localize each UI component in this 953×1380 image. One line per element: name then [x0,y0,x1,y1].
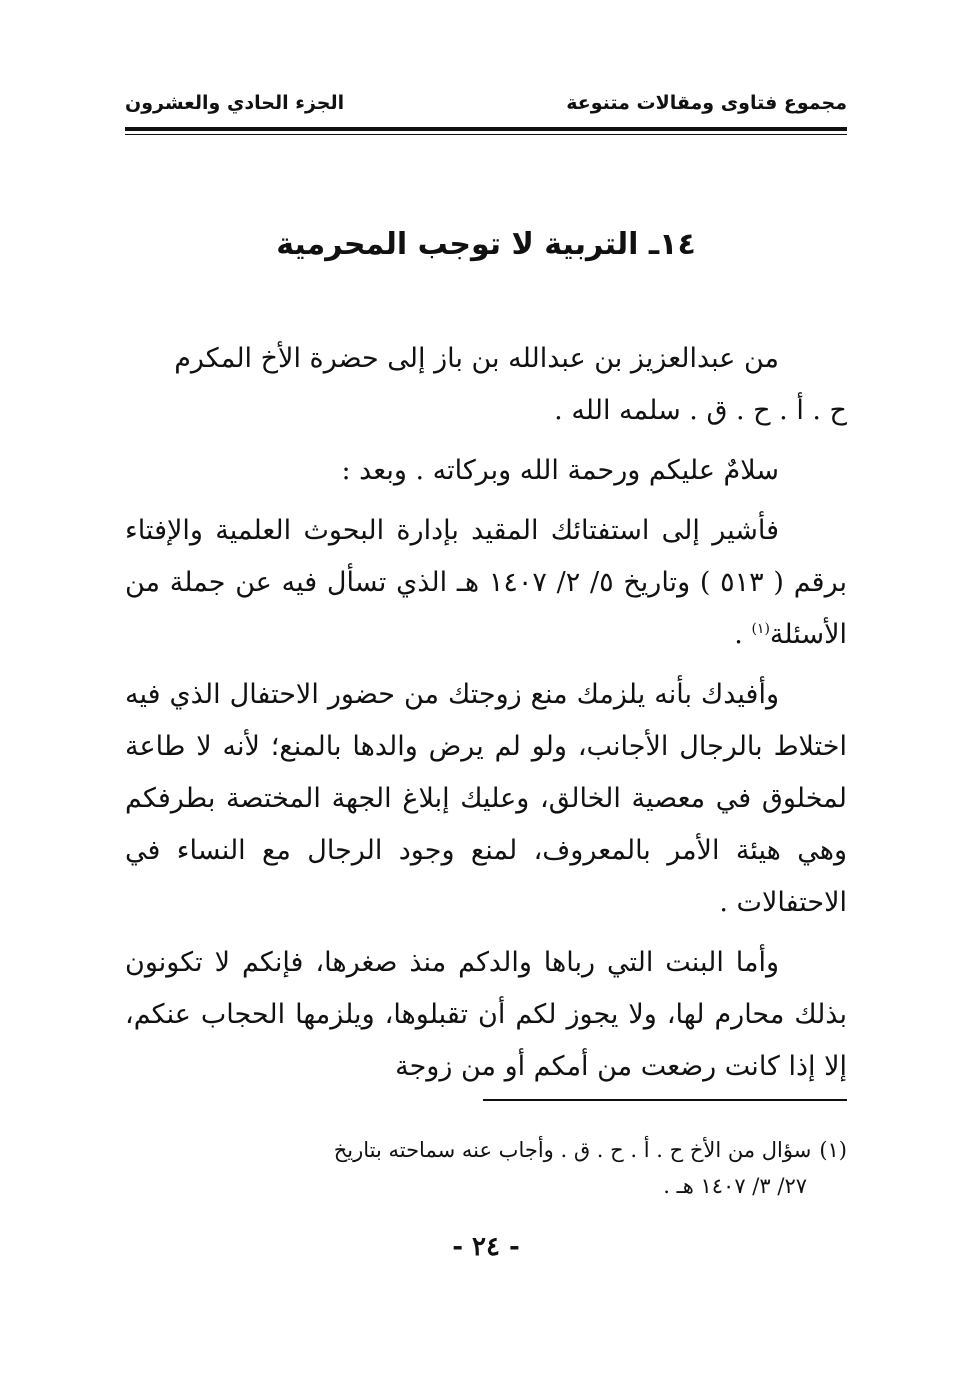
body-text [125,333,847,1101]
page-number: - ٢٤ - [452,1232,520,1262]
reference-text: فأشير إلى استفتائك المقيد بإدارة البحوث العلمية والإفتاء برقم ( ٥١٣ ) وتاريخ ٥/ ٢/ ١٤٠٧ هـ الذي تسأل فيه عن جملة من الأسئلة [125,515,847,650]
page-header [125,92,847,122]
footnote-line-2: ٢٧/ ٣/ ١٤٠٧ هـ . [663,1174,807,1198]
header-rule-thin [125,134,847,135]
footnote-separator [483,1099,847,1101]
section-title: ١٤ـ التربية لا توجب المحرمية [276,227,696,262]
reference-paragraph [125,505,847,661]
footnote-number: (١) [819,1138,847,1162]
header-rule-thick [125,127,847,131]
greeting-paragraph: سلامٌ عليكم ورحمة الله وبركاته . وبعد : [341,455,779,486]
footnote [125,1132,847,1204]
footnote-line-1 [125,1132,847,1168]
answer-paragraph-2: وأما البنت التي رباها والدكم منذ صغرها، فإنكم لا تكونون بذلك محارم لها، ولا يجوز لكم أن تقبلوها، ويلزمها الحجاب عنكم، إلا إذا كانت رضعت من أمكم أو من زوجة [125,947,847,1082]
reference-end: . [734,619,752,650]
header-book-title: مجموع فتاوى ومقالات متنوعة [566,92,847,114]
salutation-line: من عبدالعزيز بن عبدالله بن باز إلى حضرة الأخ المكرم [174,343,779,374]
answer-paragraph-1: وأفيدك بأنه يلزمك منع زوجتك من حضور الاحتفال الذي فيه اختلاط بالرجال الأجانب، ولو لم يرض والدها بالمنع؛ لأنه لا طاعة لمخلوق في معصية الخالق، وعليك إبلاغ الجهة المختصة بطرفكم وهي هيئة الأمر بالمعروف، لمنع وجود الرجال مع النساء في الاحتفالات . [125,679,847,918]
header-volume: الجزء الحادي والعشرون [125,92,345,114]
footnote-reference: (١) [751,621,770,637]
recipient-line: ح . أ . ح . ق . سلمه الله . [554,395,847,426]
footnote-text: سؤال من الأخ ح . أ . ح . ق . وأجاب عنه سماحته بتاريخ [333,1138,812,1162]
